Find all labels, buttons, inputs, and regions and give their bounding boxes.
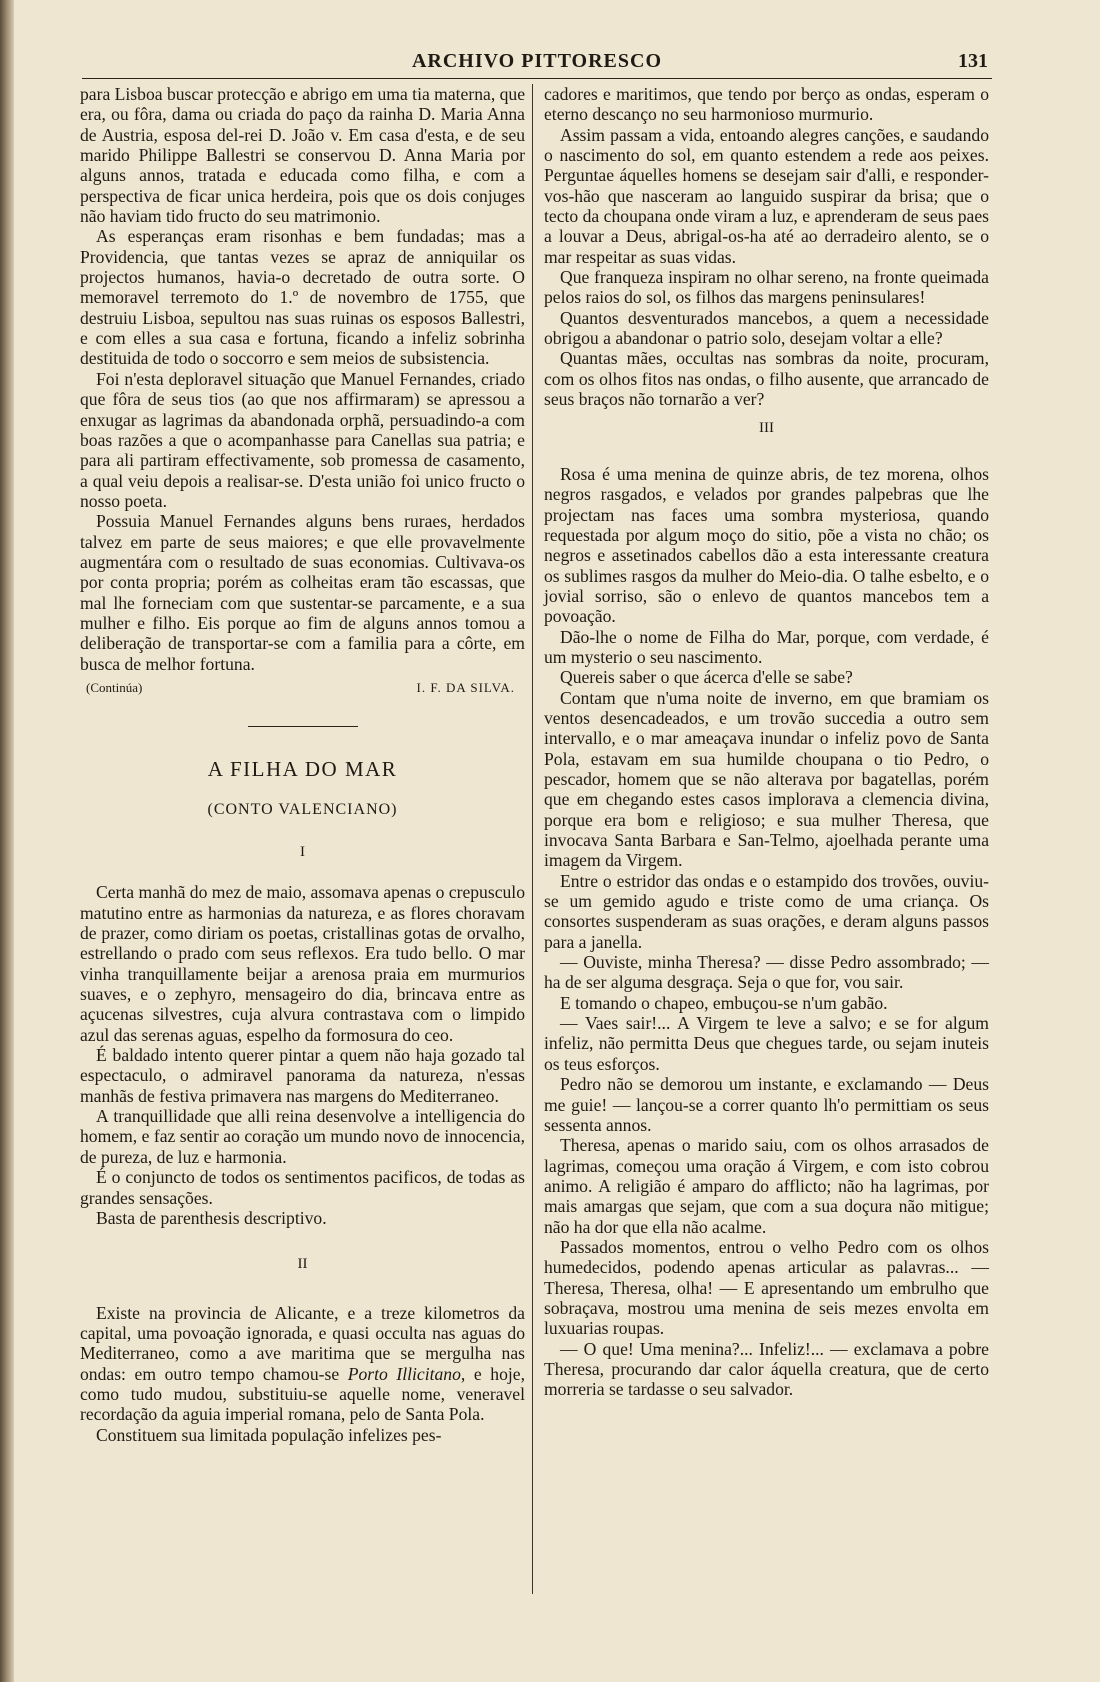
section-separator — [248, 726, 358, 727]
paragraph: A tranquillidade que alli reina desenvolve a intelligencia do homem, e faz sentir ao coração um mundo novo de innocencia, de pureza, de luz e harmonia. — [80, 1106, 525, 1167]
paragraph: É baldado intento querer pintar a quem não haja gozado tal espectaculo, o admiravel panorama da natureza, n'essas manhãs de festiva primavera nas margens do Mediterraneo. — [80, 1045, 525, 1106]
article-signature — [80, 678, 525, 698]
paragraph: — Ouviste, minha Theresa? — disse Pedro assombrado; — ha de ser alguma desgraça. Seja o que for, vou sair. — [544, 952, 989, 993]
paragraph — [80, 1303, 525, 1425]
paragraph: Assim passam a vida, entoando alegres canções, e saudando o nascimento do sol, em quanto estendem a rede aos peixes. Perguntae áquelles homens se desejam sair d'alli, e responder-vos-hão que nasceram ao languido suspirar da brisa; que o tecto da choupana onde viram a luz, e aprenderam de seus paes a louvar a Deus, abrigal-os-ha até ao derradeiro alento, se o mar respeitar as suas vidas. — [544, 124, 989, 267]
paragraph: — O que! Uma menina?... Infeliz!... — exclamava a pobre Theresa, procurando dar calor áquella creatura, que de certo morreria se tardasse o seu salvador. — [544, 1338, 989, 1400]
paragraph: As esperanças eram risonhas e bem fundadas; mas a Providencia, que tantas vezes se apraz de anniquilar os projectos humanos, havia-o decretado de outra sorte. O memoravel terremoto do 1.º de novembro de 1755, que destruiu Lisboa, sepultou nas suas ruinas os esposos Ballestri, e com elles a sua casa e fortuna, ficando a infeliz sobrinha destituida de todo o soccorro e sem meios de subsistencia. — [80, 226, 525, 369]
article-subtitle: (CONTO VALENCIANO) — [207, 800, 398, 818]
paragraph: Basta de parenthesis descriptivo. — [96, 1207, 327, 1228]
column-divider — [532, 84, 533, 1594]
right-column — [544, 84, 989, 1400]
continua-label: (Continúa) — [86, 679, 143, 695]
left-column — [80, 84, 525, 1445]
paragraph: É o conjuncto de todos os sentimentos pacificos, de todas as grandes sensações. — [80, 1167, 525, 1208]
paragraph: Possuia Manuel Fernandes alguns bens ruraes, herdados talvez em parte de seus maiores; e que elle provavelmente augmentára com o resultado de suas economias. Cultivava-os por conta propria; porém as colheitas eram tão escassas, que mal lhe forneciam com que sustentar-se parcamente, e a sua mulher e filho. Eis porque ao fim de alguns annos tomou a deliberação de transportar-se com a familia para a côrte, em busca de melhor fortuna. — [80, 511, 525, 674]
paragraph: Certa manhã do mez de maio, assomava apenas o crepusculo matutino entre as harmonias da natureza, e as flores choravam de prazer, como diriam os poetas, cristallinas gotas de orvalho, estrellando o prado com seus reflexos. Era tudo bello. O mar vinha tranquillamente beijar a arenosa praia em murmurios suaves, e o zephyro, mensageiro do dia, brincava entre as açucenas silvestres, cuja alvura contrastava com o limpido azul das serenas aguas, espelho da formosura do ceo. — [80, 882, 525, 1045]
paragraph: Contam que n'uma noite de inverno, em que bramiam os ventos desencadeados, e um trovão succedia a outro sem intervallo, e o mar ameaçava inundar o infeliz povo de Santa Pola, estavam em sua humilde choupana o tio Pedro, o pescador, homem que se não alterava por bagatellas, porém que em chegando estes casos implorava a clemencia divina, porque era bom e religioso; e sua mulher Theresa, que invocava Santa Barbara e San-Telmo, ajoelhada perante uma imagem da Virgem. — [544, 687, 989, 871]
paragraph: Foi n'esta deploravel situação que Manuel Fernandes, criado que fôra de seus tios (ao que nos affirmaram) se apressou a enxugar as lagrimas da abandonada orphã, persuadindo-a com boas razões a que o acompanhasse para Canellas sua patria; e para ali partiram effectivamente, sob promessa de casamento, a qual veiu depois a realisar-se. D'esta união foi unico fructo o nosso poeta. — [80, 368, 525, 511]
page-header — [82, 48, 992, 79]
paragraph: cadores e maritimos, que tendo por berço as ondas, esperam o eterno descanço no seu harmonioso murmurio. — [544, 84, 989, 125]
paragraph-text: Existe na provincia de Alicante, e a treze kilometros da capital, uma povoação ignorada, e quasi occulta nas aguas do Mediterraneo, como a ave maritima que se mergulha nas ondas: em outro tempo chamou-se — [80, 1302, 525, 1384]
section-number-3: III — [759, 419, 774, 436]
author-name: I. F. DA SILVA. — [416, 679, 515, 695]
page-number: 131 — [958, 50, 988, 72]
paragraph: Constituem sua limitada população infelizes pes- — [96, 1424, 442, 1445]
paragraph: Rosa é uma menina de quinze abris, de tez morena, olhos negros rasgados, e velados por grandes palpebras que lhe projectam nas faces uma sombra mysteriosa, quando requestada por algum moço do sitio, põe a vista no chão; os negros e assetinados cabellos dão a esta interessante creatura os sublimes rasgos da mulher do Meio-dia. O talhe esbelto, e o jovial sorriso, são o enlevo de quantos mancebos tem a povoação. — [544, 463, 989, 627]
article-title: A FILHA DO MAR — [207, 757, 398, 782]
paragraph: Dão-lhe o nome de Filha do Mar, porque, com verdade, é um mysterio o seu nascimento. — [544, 626, 989, 667]
section-number-1: I — [300, 844, 305, 860]
paragraph: Entre o estridor das ondas e o estampido dos trovões, ouviu-se um gemido agudo e triste como de uma criança. Os consortes suspenderam as suas orações, e deram alguns passos para a janella. — [544, 870, 989, 952]
paragraph: E tomando o chapeo, embuçou-se n'um gabão. — [560, 992, 888, 1013]
paragraph: Que franqueza inspiram no olhar sereno, na fronte queimada pelos raios do sol, os filhos das margens peninsulares! — [544, 267, 989, 308]
publication-title: ARCHIVO PITTORESCO — [411, 50, 663, 72]
paragraph: Quantos desventurados mancebos, a quem a necessidade obrigou a abandonar o patrio solo, desejam voltar a elle? — [544, 307, 989, 349]
paragraph: Theresa, apenas o marido saiu, com os olhos arrasados de lagrimas, começou uma oração á Virgem, e com isto cobrou animo. A religião é amparo do afflicto; não ha lagrimas, por mais amargas que sejam, que com a sua doçura não mitigue; não ha dor que ella não acalme. — [544, 1135, 989, 1237]
paragraph: Passados momentos, entrou o velho Pedro com os olhos humedecidos, podendo apenas articular as palavras... — Theresa, Theresa, olha! — E apresentando um embrulho que sobraçava, mostrou uma menina de seis mezes envolta em luxuarias roupas. — [544, 1236, 989, 1339]
paragraph: Pedro não se demorou um instante, e exclamando — Deus me guie! — lançou-se a correr quanto lh'o permittiam os seus sessenta annos. — [544, 1074, 989, 1135]
paragraph: para Lisboa buscar protecção e abrigo em uma tia materna, que era, ou fôra, dama ou criada do paço da rainha D. Maria Anna de Austria, esposa del-rei D. João v. Em casa d'esta, e de seu marido Philippe Ballestri se conservou D. Anna Maria por alguns annos, tratada e educada como filha, e com a perspectiva de ficar unica herdeira, pois que os dois conjuges não haviam tido fructo do seu matrimonio. — [80, 84, 526, 227]
paragraph-text: , e hoje, como tudo mudou, substituiu-se aquelle nome, veneravel recordação da aguia imperial romana, pelo de Santa Pola. — [80, 1363, 525, 1425]
paragraph: — Vaes sair!... A Virgem te leve a salvo; e se for algum infeliz, não permitta Deus que chegues tarde, ou sejam inuteis os teus esforços. — [544, 1013, 989, 1074]
place-name-italic: Porto Illicitano — [347, 1363, 461, 1384]
paragraph: Quantas mães, occultas nas sombras da noite, procuram, com os olhos fitos nas ondas, o filho ausente, que arrancado de seus braços não tornarão a ver? — [544, 348, 989, 410]
page-binding-edge — [0, 0, 14, 1682]
section-number-2: II — [297, 1256, 308, 1273]
paragraph: Quereis saber o que ácerca d'elle se sabe? — [560, 667, 853, 688]
